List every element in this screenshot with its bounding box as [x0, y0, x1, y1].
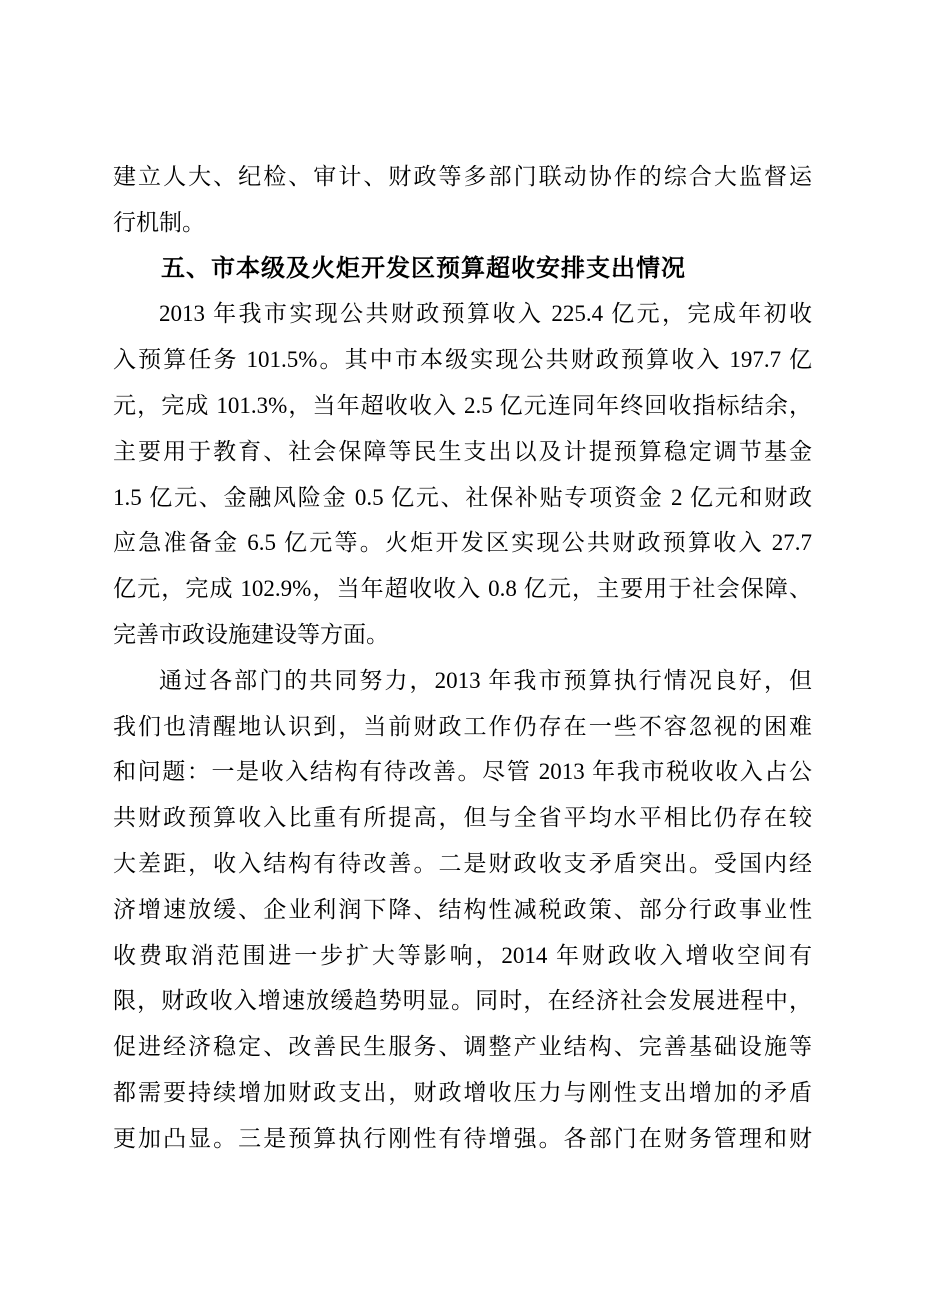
- doc-line: 主要用于教育、社会保障等民生支出以及计提预算稳定调节基金: [113, 438, 812, 464]
- doc-line: 1.5 亿元、金融风险金 0.5 亿元、社保补贴专项资金 2 亿元和财政: [113, 484, 812, 510]
- doc-line: 大差距，收入结构有待改善。二是财政收支矛盾突出。受国内经: [113, 850, 812, 876]
- doc-line: 应急准备金 6.5 亿元等。火炬开发区实现公共财政预算收入 27.7: [113, 530, 812, 556]
- doc-line: 都需要持续增加财政支出，财政增收压力与刚性支出增加的矛盾: [113, 1079, 812, 1105]
- doc-line: 共财政预算收入比重有所提高，但与全省平均水平相比仍存在较: [113, 805, 812, 831]
- doc-line: 更加凸显。三是预算执行刚性有待增强。各部门在财务管理和财: [113, 1125, 812, 1151]
- doc-line: 行机制。: [113, 209, 205, 235]
- doc-line: 2013 年我市实现公共财政预算收入 225.4 亿元，完成年初收: [159, 301, 812, 327]
- doc-line: 入预算任务 101.5%。其中市本级实现公共财政预算收入 197.7 亿: [113, 347, 812, 373]
- section-heading: 五、市本级及火炬开发区预算超收安排支出情况: [161, 253, 686, 282]
- doc-line: 我们也清醒地认识到，当前财政工作仍存在一些不容忽视的困难: [113, 713, 812, 739]
- text-body: [113, 154, 812, 1162]
- doc-line: 限，财政收入增速放缓趋势明显。同时，在经济社会发展进程中，: [113, 988, 812, 1014]
- doc-line: 完善市政设施建设等方面。: [113, 621, 389, 647]
- doc-line: 收费取消范围进一步扩大等影响，2014 年财政收入增收空间有: [113, 942, 812, 968]
- doc-line: 促进经济稳定、改善民生服务、调整产业结构、完善基础设施等: [113, 1034, 812, 1060]
- doc-line: 亿元，完成 102.9%，当年超收收入 0.8 亿元，主要用于社会保障、: [113, 576, 812, 602]
- doc-line: 通过各部门的共同努力，2013 年我市预算执行情况良好，但: [159, 667, 812, 693]
- doc-line: 和问题：一是收入结构有待改善。尽管 2013 年我市税收收入占公: [113, 759, 812, 785]
- doc-line: 济增速放缓、企业利润下降、结构性减税政策、部分行政事业性: [113, 896, 812, 922]
- doc-line: 元，完成 101.3%，当年超收收入 2.5 亿元连同年终回收指标结余，: [113, 392, 812, 418]
- doc-line: 建立人大、纪检、审计、财政等多部门联动协作的综合大监督运: [113, 164, 812, 189]
